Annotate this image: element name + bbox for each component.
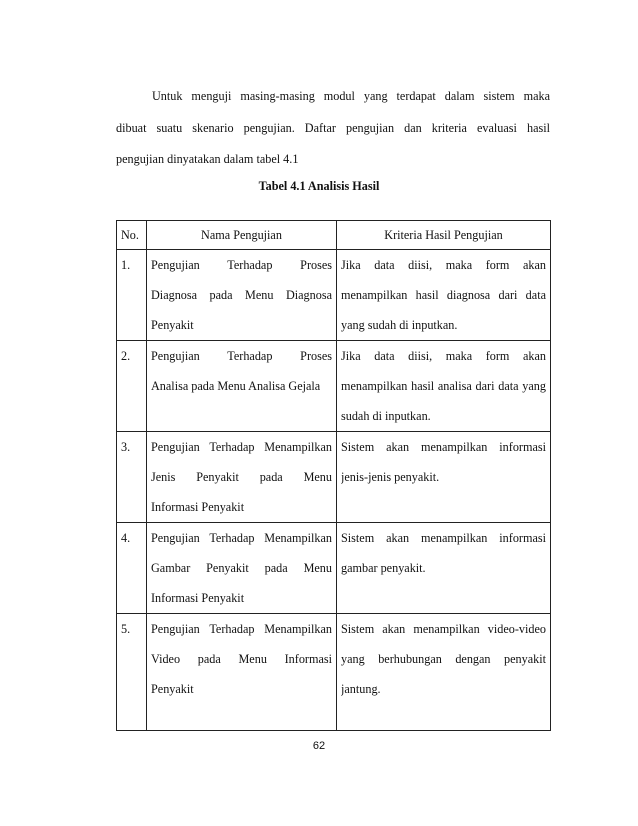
criteria-line: Sistem akan menampilkan informasi [341, 440, 546, 454]
criteria-line: menampilkan hasil diagnosa dari data [341, 288, 546, 302]
criteria-line: jantung. [341, 682, 381, 696]
test-name-line: Diagnosa pada Menu Diagnosa [151, 288, 332, 302]
criteria-line: sudah di inputkan. [341, 409, 431, 423]
criteria-line: Jika data diisi, maka form akan [341, 349, 546, 363]
row-number: 2. [121, 349, 131, 363]
criteria-line [341, 583, 546, 613]
cell-criteria [337, 523, 551, 614]
cell-criteria [337, 614, 551, 731]
criteria-line: Jika data diisi, maka form akan [341, 258, 546, 272]
test-name-line: Penyakit [151, 318, 194, 332]
cell-no [117, 614, 147, 731]
header-criteria: Kriteria Hasil Pengujian [337, 221, 551, 250]
table-row [117, 250, 551, 341]
test-name-line: Gambar Penyakit pada Menu [151, 561, 332, 575]
criteria-line: Sistem akan menampilkan video-video [341, 622, 546, 636]
cell-no [117, 523, 147, 614]
cell-criteria [337, 250, 551, 341]
cell-name [147, 523, 337, 614]
criteria-line: yang sudah di inputkan. [341, 318, 458, 332]
test-name-line: Analisa pada Menu Analisa Gejala [151, 379, 321, 393]
test-name-line: Informasi Penyakit [151, 591, 245, 605]
cell-name [147, 432, 337, 523]
row-number: 5. [121, 622, 131, 636]
cell-criteria [337, 432, 551, 523]
test-name-line [151, 401, 332, 431]
results-table [116, 220, 551, 731]
test-name-line: Penyakit [151, 682, 194, 696]
criteria-line: gambar penyakit. [341, 561, 426, 575]
test-name-line: Informasi Penyakit [151, 500, 245, 514]
cell-name [147, 614, 337, 731]
intro-line-1: Untuk menguji masing-masing modul yang terdapat dalam sistem maka [152, 89, 550, 103]
header-no: No. [117, 221, 147, 250]
test-name-line: Pengujian Terhadap Menampilkan [151, 622, 332, 636]
cell-no [117, 341, 147, 432]
table-body [117, 250, 551, 731]
criteria-line: menampilkan hasil analisa dari data yang [341, 379, 546, 393]
table-row [117, 523, 551, 614]
header-name: Nama Pengujian [147, 221, 337, 250]
intro-paragraph [116, 88, 550, 168]
cell-name [147, 341, 337, 432]
criteria-line: jenis-jenis penyakit. [341, 470, 440, 484]
table-caption: Tabel 4.1 Analisis Hasil [258, 179, 380, 193]
table-row [117, 614, 551, 731]
table-header-row [117, 221, 551, 250]
test-name-line: Pengujian Terhadap Proses [151, 258, 332, 272]
row-number: 4. [121, 531, 131, 545]
test-name-line: Pengujian Terhadap Proses [151, 349, 332, 363]
cell-no [117, 250, 147, 341]
criteria-line: yang berhubungan dengan penyakit [341, 652, 546, 666]
test-name-line: Pengujian Terhadap Menampilkan [151, 440, 332, 454]
table-row [117, 432, 551, 523]
criteria-line [341, 492, 546, 522]
page-number: 62 [312, 740, 326, 752]
test-name-line: Video pada Menu Informasi [151, 652, 332, 666]
row-number: 1. [121, 258, 131, 272]
cell-criteria [337, 341, 551, 432]
intro-line-3: pengujian dinyatakan dalam tabel 4.1 [116, 152, 299, 166]
table-row [117, 341, 551, 432]
cell-no [117, 432, 147, 523]
test-name-line: Jenis Penyakit pada Menu [151, 470, 332, 484]
criteria-line: Sistem akan menampilkan informasi [341, 531, 546, 545]
cell-name [147, 250, 337, 341]
test-name-line: Pengujian Terhadap Menampilkan [151, 531, 332, 545]
intro-line-2: dibuat suatu skenario pengujian. Daftar pengujian dan kriteria evaluasi hasil [116, 121, 550, 135]
row-number: 3. [121, 440, 131, 454]
